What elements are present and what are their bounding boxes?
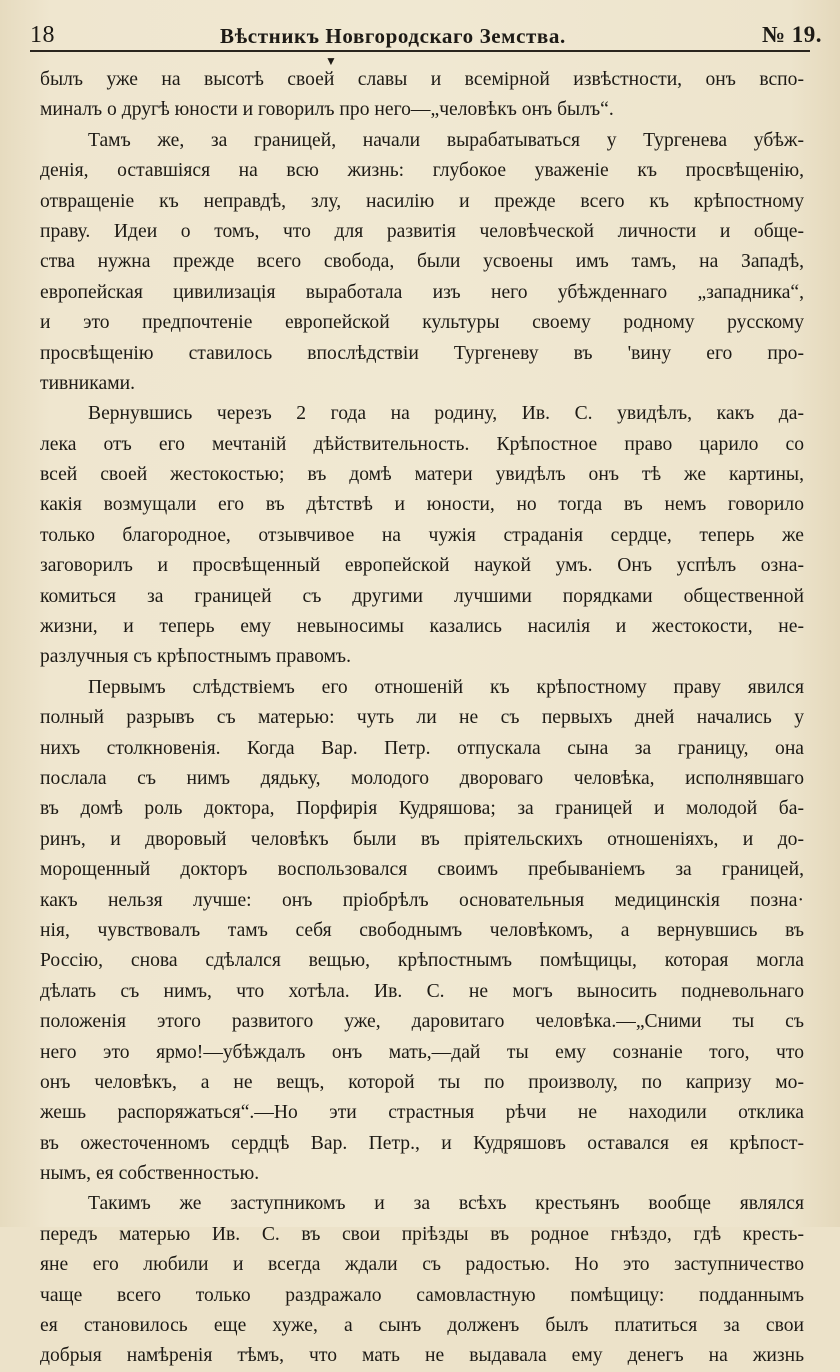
text-line: положенія этого развитого уже, даровитаго человѣка.—„Сними ты съ [40,1011,804,1033]
text-line: комиться за границей съ другими лучшими порядками общественной [40,585,804,607]
text-line: миналъ о другѣ юности и говорилъ про него—„человѣкъ онъ былъ“. [40,99,614,121]
text-line: и это предпочтеніе европейской культуры своему родному русскому [40,312,804,334]
text-line: былъ уже на высотѣ своей славы и всемірной извѣстности, онъ вспо- [40,69,804,90]
text-line: разлучныя съ крѣпостнымъ правомъ. [40,646,351,668]
text-line: яне его любили и всегда ждали съ радостью. Но это заступничество [40,1254,804,1276]
text-line: тивниками. [40,372,135,394]
header-rule [30,50,810,52]
text-line: дѣлать съ нимъ, что хотѣла. Ив. С. не могъ выносить подневольнаго [40,980,804,1002]
issue-number: № 19. [761,22,822,47]
text-line: праву. Идеи о томъ, что для развитія человѣческой личности и обще- [40,220,804,242]
text-line: ства нужна прежде всего свобода, были усвоены имъ тамъ, на Западѣ, [40,251,804,273]
text-line: Первымъ слѣдствіемъ его отношеній къ крѣпостному праву явился [88,676,804,698]
text-line: какъ нельзя лучше: онъ пріобрѣлъ основательныя медицинскія позна· [40,889,804,911]
text-line: чаще всего только раздражало самовластную помѣщицу: подданнымъ [40,1284,804,1306]
text-line: только благородное, отзывчивое на чужія страданія сердце, теперь же [40,524,804,546]
text-line: ея становилось еще хуже, а сынъ долженъ былъ платиться за свои [40,1315,804,1337]
journal-title: Вѣстникъ Новгородскаго Земства. [220,24,566,48]
text-line: лека отъ его мечтаній дѣйствительность. Крѣпостное право царило со [40,433,804,455]
text-line: заговорилъ и просвѣщенный европейской наукой умъ. Онъ успѣлъ озна- [40,555,804,577]
body-text [40,65,804,1372]
ink-mark: ▼ [325,54,337,68]
text-line: морощенный докторъ воспользовался своимъ пребываніемъ за границей, [40,859,804,881]
text-line: полный разрывъ съ матерью: чуть ли не съ первыхъ дней начались у [40,707,804,729]
text-line: Такимъ же заступникомъ и за всѣхъ крестьянъ вообще являлся [88,1193,804,1215]
text-line: передъ матерью Ив. С. въ свои пріѣзды въ родное гнѣздо, гдѣ кресть- [40,1223,804,1245]
text-line: отвращеніе къ неправдѣ, злу, насилію и прежде всего къ крѣпостному [40,190,804,212]
page-header [30,14,822,52]
text-line: Тамъ же, за границей, начали вырабатываться у Тургенева убѣж- [88,129,804,151]
text-line: добрыя намѣренія тѣмъ, что мать не выдавала ему денегъ на жизнь [40,1345,804,1367]
text-line: онъ человѣкъ, а не вещъ, которой ты по произволу, по капризу мо- [40,1071,804,1093]
text-line: жешь распоряжаться“.—Но эти страстныя рѣчи не находили отклика [40,1102,804,1124]
text-line: европейская цивилизація выработала изъ него убѣжденнаго „западника“, [40,281,804,303]
text-line: него это ярмо!—убѣждалъ онъ мать,—дай ты ему сознаніе того, что [40,1041,804,1063]
text-line: нія, чувствовалъ тамъ себя свободнымъ человѣкомъ, а вернувшись въ [40,919,804,941]
text-line: какія возмущали его въ дѣтствѣ и юности, но тогда въ немъ говорило [40,494,804,516]
text-line: нихъ столкновенія. Когда Вар. Петр. отпускала сына за границу, она [40,737,804,759]
text-line: жизни, и теперь ему невыносимы казались насилія и жестокости, не- [40,616,804,638]
text-line: всей своей жестокостью; въ домѣ матери увидѣлъ онъ тѣ же картины, [40,464,804,486]
page-number: 18 [30,22,55,48]
text-line: нымъ, ея собственностью. [40,1163,260,1185]
text-line: Россію, снова сдѣлался вещью, крѣпостнымъ помѣщицы, которая могла [40,950,804,972]
text-line: въ домѣ роль доктора, Порфирія Кудряшова; за границей и молодой ба- [40,798,804,820]
text-line: въ ожесточенномъ сердцѣ Вар. Петр., и Кудряшовъ оставался ея крѣпост- [40,1132,804,1154]
text-line: просвѣщенію ставилось впослѣдствіи Тургеневу въ 'вину его про- [40,342,804,364]
text-line: денія, оставшіяся на всю жизнь: глубокое уваженіе къ просвѣщенію, [40,160,804,182]
text-line: Вернувшись черезъ 2 года на родину, Ив. С. увидѣлъ, какъ да- [88,403,804,425]
text-line: ринъ, и дворовый человѣкъ были въ пріятельскихъ отношеніяхъ, и до- [40,828,804,850]
text-line: послала съ нимъ дядьку, молодого двороваго человѣка, исполнявшаго [40,767,804,789]
